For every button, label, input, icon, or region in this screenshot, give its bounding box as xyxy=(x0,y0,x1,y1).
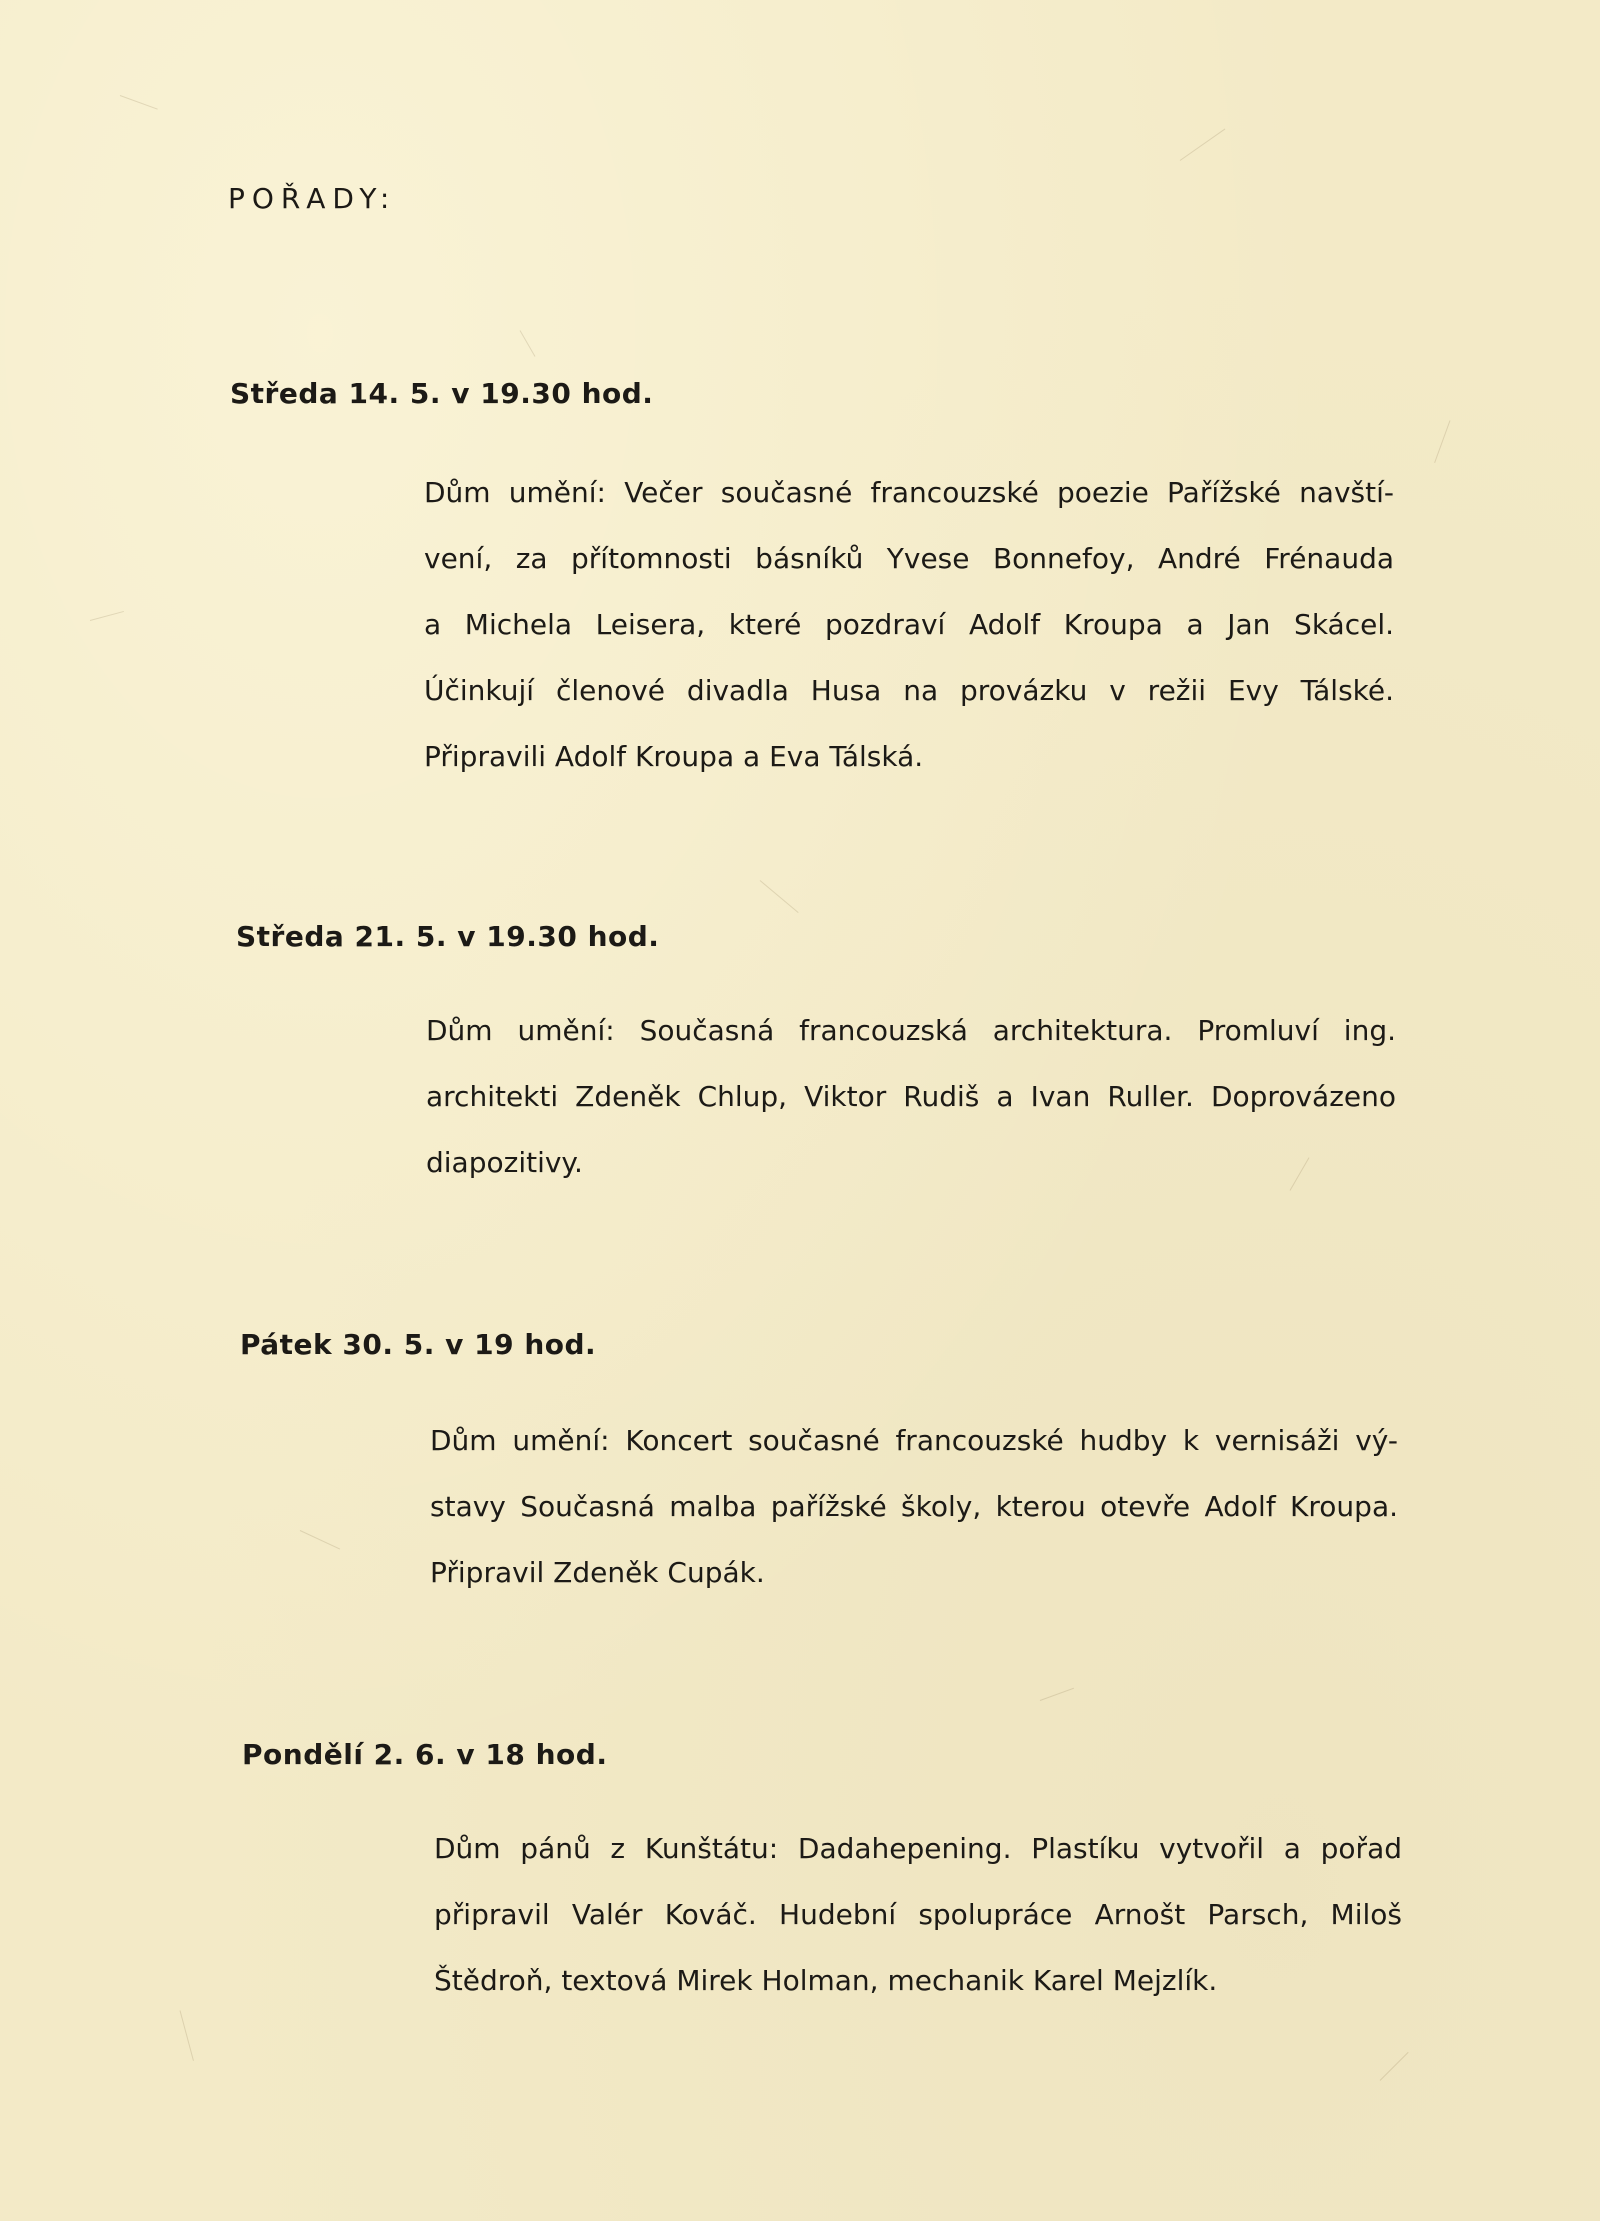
event-text-line: Připravil Zdeněk Cupák. xyxy=(430,1556,765,1589)
event-text-line: a Michela Leisera, které pozdraví Adolf Kroupa a Jan Skácel. xyxy=(424,608,1394,641)
event-text-line: Dům umění: Večer současné francouzské poezie Pařížské navští- xyxy=(424,476,1394,509)
event-text-line: Dům umění: Současná francouzská architektura. Promluví ing. xyxy=(426,1014,1396,1047)
event-text-line: Účinkují členové divadla Husa na provázku v režii Evy Tálské. xyxy=(424,674,1394,707)
event-text-line: vení, za přítomnosti básníků Yvese Bonnefoy, André Frénauda xyxy=(424,542,1394,575)
page-heading: POŘADY: xyxy=(228,182,397,215)
paper-fiber xyxy=(1180,129,1226,161)
event-description xyxy=(426,998,1396,1196)
paper-fiber xyxy=(180,2010,194,2060)
paper-fiber xyxy=(1380,2052,1409,2081)
event-text-line: stavy Současná malba pařížské školy, kterou otevře Adolf Kroupa. xyxy=(430,1490,1398,1523)
event-text-line: Připravili Adolf Kroupa a Eva Tálská. xyxy=(424,740,924,773)
event-text-line: Dům pánů z Kunštátu: Dadahepening. Plastíku vytvořil a pořad xyxy=(434,1832,1402,1865)
paper-fiber xyxy=(760,880,799,913)
event-date: Pondělí 2. 6. v 18 hod. xyxy=(242,1738,608,1771)
event-date: Pátek 30. 5. v 19 hod. xyxy=(240,1328,597,1361)
paper-fiber xyxy=(1040,1688,1074,1701)
event-description xyxy=(434,1816,1402,2014)
paper-fiber xyxy=(90,611,124,621)
event-date: Středa 14. 5. v 19.30 hod. xyxy=(230,377,654,410)
paper-fiber xyxy=(1434,420,1450,463)
paper-fiber xyxy=(120,95,158,110)
paper-fiber xyxy=(520,330,536,356)
event-description xyxy=(424,460,1394,790)
event-description xyxy=(430,1408,1398,1606)
event-text-line: připravil Valér Kováč. Hudební spolupráce Arnošt Parsch, Miloš xyxy=(434,1898,1402,1931)
event-text-line: Dům umění: Koncert současné francouzské hudby k vernisáži vý- xyxy=(430,1424,1398,1457)
paper-fiber xyxy=(300,1530,340,1550)
event-text-line: Štědroň, textová Mirek Holman, mechanik Karel Mejzlík. xyxy=(434,1964,1218,1997)
event-text-line: diapozitivy. xyxy=(426,1146,583,1179)
event-text-line: architekti Zdeněk Chlup, Viktor Rudiš a Ivan Ruller. Doprovázeno xyxy=(426,1080,1396,1113)
event-date: Středa 21. 5. v 19.30 hod. xyxy=(236,920,660,953)
